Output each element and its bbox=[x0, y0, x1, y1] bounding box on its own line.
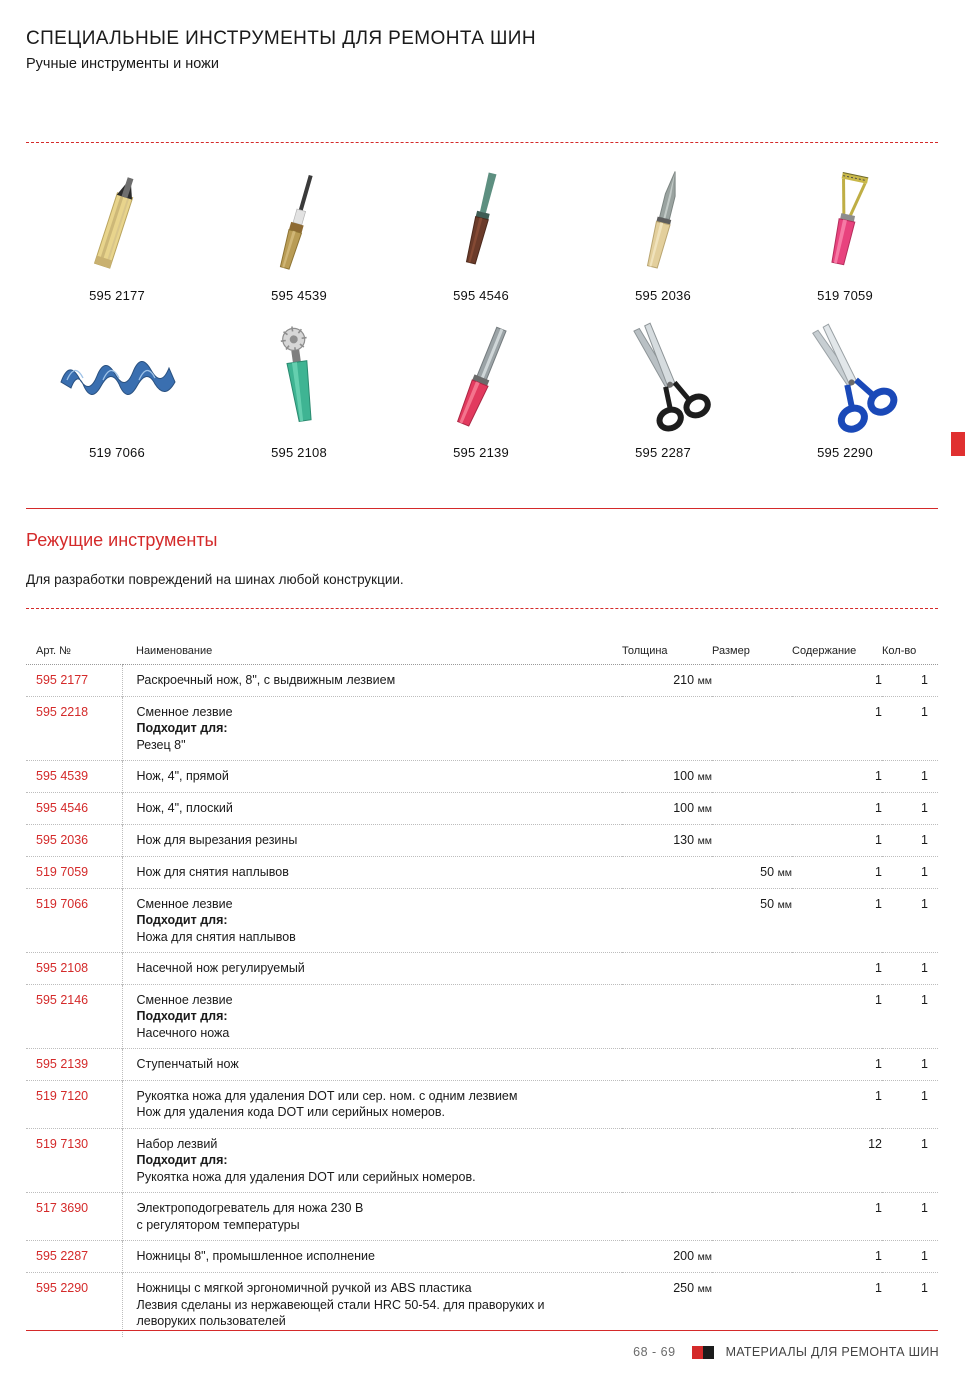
cell-art: 595 2108 bbox=[26, 953, 122, 985]
name-line: Нож для вырезания резины bbox=[136, 833, 298, 848]
cell-thickness bbox=[622, 696, 712, 761]
gallery-item-code: 519 7066 bbox=[89, 445, 145, 460]
cell-thickness: 210 мм bbox=[622, 665, 712, 697]
column-header-qty: Кол-во bbox=[882, 645, 917, 657]
product-gallery bbox=[26, 160, 938, 460]
name-line: Подходит для: bbox=[136, 1153, 228, 1168]
gallery-item-code: 595 2290 bbox=[817, 445, 873, 460]
adjustable-scoring-knife-icon bbox=[214, 317, 384, 437]
cell-content: 1 bbox=[792, 825, 882, 857]
cell-name bbox=[122, 761, 622, 793]
name-line: с регулятором температуры bbox=[136, 1217, 300, 1232]
cell-size: 50 мм bbox=[712, 888, 792, 953]
cell-content: 1 bbox=[792, 1241, 882, 1273]
cell-size bbox=[712, 953, 792, 985]
divider-section-bottom bbox=[26, 608, 938, 609]
column-header-thickness: Толщина bbox=[622, 645, 668, 657]
replacement-blade-set-icon bbox=[32, 317, 202, 437]
industrial-scissors-icon bbox=[578, 317, 748, 437]
cell-thickness: 200 мм bbox=[622, 1241, 712, 1273]
unit-label: мм bbox=[697, 1251, 712, 1264]
gallery-item-code: 595 4546 bbox=[453, 288, 509, 303]
cell-content: 1 bbox=[792, 1080, 882, 1128]
cell-content: 1 bbox=[792, 793, 882, 825]
name-line: Подходит для: bbox=[136, 913, 228, 928]
name-line: Рукоятка ножа для удаления DOT или серийных номеров. bbox=[136, 1169, 476, 1184]
gallery-item[interactable] bbox=[208, 160, 390, 303]
cell-qty: 1 bbox=[882, 953, 938, 985]
cell-qty: 1 bbox=[882, 696, 938, 761]
table-row[interactable] bbox=[26, 856, 938, 888]
cell-qty: 1 bbox=[882, 1273, 938, 1337]
name-line: Нож, 4", плоский bbox=[136, 801, 233, 816]
cell-size bbox=[712, 1049, 792, 1081]
cell-thickness bbox=[622, 953, 712, 985]
name-line: Раскроечный нож, 8", с выдвижным лезвием bbox=[136, 673, 396, 687]
gallery-row-1 bbox=[26, 160, 938, 303]
divider-gallery-bottom bbox=[26, 508, 938, 509]
name-line: Электроподогреватель для ножа 230 В bbox=[136, 1201, 364, 1216]
cell-size bbox=[712, 696, 792, 761]
gallery-item[interactable] bbox=[572, 160, 754, 303]
cell-name bbox=[122, 1193, 622, 1241]
cell-name bbox=[122, 953, 622, 985]
cell-art: 595 2139 bbox=[26, 1049, 122, 1081]
cell-art: 519 7130 bbox=[26, 1128, 122, 1193]
table-head bbox=[26, 645, 938, 665]
cell-thickness bbox=[622, 1128, 712, 1193]
cell-art: 595 2177 bbox=[26, 665, 122, 697]
table-row[interactable] bbox=[26, 984, 938, 1049]
gallery-item-code: 595 2036 bbox=[635, 288, 691, 303]
page-number: 68 - 69 bbox=[633, 1345, 676, 1359]
name-line: Резец 8" bbox=[136, 737, 186, 752]
cutter-knife-icon bbox=[32, 160, 202, 280]
name-line: Подходит для: bbox=[136, 721, 228, 736]
cell-name bbox=[122, 793, 622, 825]
cell-name bbox=[122, 1128, 622, 1193]
table-row[interactable] bbox=[26, 1128, 938, 1193]
cell-size bbox=[712, 1241, 792, 1273]
cell-qty: 1 bbox=[882, 984, 938, 1049]
name-line: Подходит для: bbox=[136, 1009, 228, 1024]
rubber-cutting-knife-icon bbox=[578, 160, 748, 280]
gallery-item-code: 595 2139 bbox=[453, 445, 509, 460]
table-row[interactable] bbox=[26, 793, 938, 825]
cell-art: 595 2287 bbox=[26, 1241, 122, 1273]
cell-art: 595 2146 bbox=[26, 984, 122, 1049]
cell-name bbox=[122, 856, 622, 888]
cell-content: 1 bbox=[792, 856, 882, 888]
section-title: Режущие инструменты bbox=[26, 530, 218, 550]
divider-top bbox=[26, 142, 938, 143]
cell-qty: 1 bbox=[882, 1241, 938, 1273]
name-line: Набор лезвий bbox=[136, 1136, 218, 1151]
cell-thickness: 130 мм bbox=[622, 825, 712, 857]
cell-qty: 1 bbox=[882, 825, 938, 857]
cell-content: 12 bbox=[792, 1128, 882, 1193]
cell-name bbox=[122, 1273, 622, 1337]
cell-name bbox=[122, 825, 622, 857]
name-line: Ножницы 8", промышленное исполнение bbox=[136, 1249, 375, 1264]
cell-size bbox=[712, 825, 792, 857]
name-line: Нож для снятия наплывов bbox=[136, 864, 289, 879]
cell-name bbox=[122, 1049, 622, 1081]
gallery-item[interactable] bbox=[208, 317, 390, 460]
cell-art: 519 7120 bbox=[26, 1080, 122, 1128]
cell-size bbox=[712, 793, 792, 825]
unit-label: мм bbox=[777, 898, 792, 911]
unit-label: мм bbox=[697, 771, 712, 784]
cell-content: 1 bbox=[792, 1273, 882, 1337]
gallery-item[interactable] bbox=[754, 160, 936, 303]
page-header bbox=[26, 28, 536, 72]
cell-content: 1 bbox=[792, 888, 882, 953]
cell-qty: 1 bbox=[882, 1193, 938, 1241]
cell-name bbox=[122, 665, 622, 697]
gallery-item-code: 595 2108 bbox=[271, 445, 327, 460]
name-line: Сменное лезвие bbox=[136, 992, 233, 1007]
name-line: Рукоятка ножа для удаления DOT или сер. ном. с одним лезвием bbox=[136, 1088, 518, 1103]
cell-art: 519 7059 bbox=[26, 856, 122, 888]
table-row[interactable] bbox=[26, 1273, 938, 1337]
cell-art: 595 2036 bbox=[26, 825, 122, 857]
table-body bbox=[26, 665, 938, 1337]
cell-size bbox=[712, 984, 792, 1049]
ergonomic-scissors-icon bbox=[760, 317, 930, 437]
table-row[interactable] bbox=[26, 1049, 938, 1081]
table-row[interactable] bbox=[26, 825, 938, 857]
cell-size bbox=[712, 665, 792, 697]
name-line: Ножа для снятия наплывов bbox=[136, 929, 296, 944]
unit-label: мм bbox=[777, 866, 792, 879]
unit-label: мм bbox=[697, 835, 712, 848]
unit-label: мм bbox=[697, 803, 712, 816]
name-line: Нож для удаления кода DOT или серийных номеров. bbox=[136, 1105, 445, 1120]
table-row[interactable] bbox=[26, 761, 938, 793]
cell-thickness bbox=[622, 1080, 712, 1128]
cell-content: 1 bbox=[792, 953, 882, 985]
gallery-item[interactable] bbox=[754, 317, 936, 460]
name-line: Лезвия сделаны из нержавеющей стали HRC 50-54. для праворуких и bbox=[136, 1297, 545, 1312]
gallery-item[interactable] bbox=[390, 160, 572, 303]
cell-qty: 1 bbox=[882, 665, 938, 697]
cell-thickness bbox=[622, 1049, 712, 1081]
cell-size bbox=[712, 761, 792, 793]
name-line: Нож, 4", прямой bbox=[136, 769, 229, 784]
cell-name bbox=[122, 888, 622, 953]
cell-qty: 1 bbox=[882, 1080, 938, 1128]
flag-icon bbox=[692, 1346, 714, 1359]
page-title: СПЕЦИАЛЬНЫЕ ИНСТРУМЕНТЫ ДЛЯ РЕМОНТА ШИН bbox=[26, 28, 536, 49]
page-edge-marker bbox=[951, 432, 965, 456]
flat-knife-icon bbox=[396, 160, 566, 280]
cell-name bbox=[122, 984, 622, 1049]
page-footer bbox=[0, 1345, 965, 1359]
cell-qty: 1 bbox=[882, 1128, 938, 1193]
cell-art: 517 3690 bbox=[26, 1193, 122, 1241]
overflow-removal-knife-icon bbox=[760, 160, 930, 280]
cell-thickness bbox=[622, 1193, 712, 1241]
cell-content: 1 bbox=[792, 1049, 882, 1081]
cell-qty: 1 bbox=[882, 888, 938, 953]
cell-thickness bbox=[622, 888, 712, 953]
divider-footer bbox=[26, 1330, 938, 1331]
cell-qty: 1 bbox=[882, 856, 938, 888]
step-knife-icon bbox=[396, 317, 566, 437]
table-row[interactable] bbox=[26, 888, 938, 953]
cell-name bbox=[122, 696, 622, 761]
cell-content: 1 bbox=[792, 665, 882, 697]
column-header-size: Размер bbox=[712, 645, 750, 657]
cell-content: 1 bbox=[792, 1193, 882, 1241]
straight-knife-icon bbox=[214, 160, 384, 280]
cell-size bbox=[712, 1193, 792, 1241]
cell-thickness: 100 мм bbox=[622, 761, 712, 793]
gallery-item[interactable] bbox=[390, 317, 572, 460]
cell-art: 595 2290 bbox=[26, 1273, 122, 1337]
cell-name bbox=[122, 1241, 622, 1273]
gallery-item-code: 595 4539 bbox=[271, 288, 327, 303]
cell-qty: 1 bbox=[882, 761, 938, 793]
products-table bbox=[26, 645, 938, 1337]
cell-size: 50 мм bbox=[712, 856, 792, 888]
gallery-row-2 bbox=[26, 317, 938, 460]
cell-art: 595 4539 bbox=[26, 761, 122, 793]
cell-art: 595 4546 bbox=[26, 793, 122, 825]
gallery-item-code: 595 2177 bbox=[89, 288, 145, 303]
gallery-item[interactable] bbox=[26, 160, 208, 303]
table-header-row bbox=[26, 645, 938, 665]
cell-art: 595 2218 bbox=[26, 696, 122, 761]
cell-size bbox=[712, 1128, 792, 1193]
footer-label: МАТЕРИАЛЫ ДЛЯ РЕМОНТА ШИН bbox=[725, 1345, 939, 1359]
page-subtitle: Ручные инструменты и ножи bbox=[26, 56, 219, 72]
cell-content: 1 bbox=[792, 696, 882, 761]
gallery-item[interactable] bbox=[572, 317, 754, 460]
unit-label: мм bbox=[697, 675, 712, 687]
cell-content: 1 bbox=[792, 761, 882, 793]
cell-name bbox=[122, 1080, 622, 1128]
cell-qty: 1 bbox=[882, 793, 938, 825]
unit-label: мм bbox=[697, 1283, 712, 1296]
name-line: Насечного ножа bbox=[136, 1025, 230, 1040]
cell-qty: 1 bbox=[882, 1049, 938, 1081]
section-description: Для разработки повреждений на шинах любой конструкции. bbox=[26, 572, 404, 587]
cell-art: 519 7066 bbox=[26, 888, 122, 953]
cell-size bbox=[712, 1080, 792, 1128]
cell-thickness bbox=[622, 856, 712, 888]
cell-thickness bbox=[622, 984, 712, 1049]
cell-content: 1 bbox=[792, 984, 882, 1049]
gallery-item-code: 519 7059 bbox=[817, 288, 873, 303]
name-line: леворуких пользователей bbox=[136, 1314, 286, 1329]
name-line: Ступенчатый нож bbox=[136, 1057, 239, 1072]
table-row[interactable] bbox=[26, 665, 938, 697]
table-row[interactable] bbox=[26, 696, 938, 761]
cell-size bbox=[712, 1273, 792, 1337]
name-line: Сменное лезвие bbox=[136, 704, 233, 719]
table-row[interactable] bbox=[26, 1080, 938, 1128]
column-header-name: Наименование bbox=[136, 645, 213, 657]
gallery-item-code: 595 2287 bbox=[635, 445, 691, 460]
name-line: Ножницы с мягкой эргономичной ручкой из ABS пластика bbox=[136, 1281, 472, 1296]
name-line: Насечной нож регулируемый bbox=[136, 961, 305, 976]
table-row[interactable] bbox=[26, 953, 938, 985]
table-row[interactable] bbox=[26, 1241, 938, 1273]
gallery-item[interactable] bbox=[26, 317, 208, 460]
cell-thickness: 250 мм bbox=[622, 1273, 712, 1337]
name-line: Сменное лезвие bbox=[136, 896, 233, 911]
cell-thickness: 100 мм bbox=[622, 793, 712, 825]
products-table-wrap bbox=[26, 645, 938, 1337]
column-header-content: Содержание bbox=[792, 645, 857, 657]
table-row[interactable] bbox=[26, 1193, 938, 1241]
column-header-art: Арт. № bbox=[36, 645, 71, 657]
